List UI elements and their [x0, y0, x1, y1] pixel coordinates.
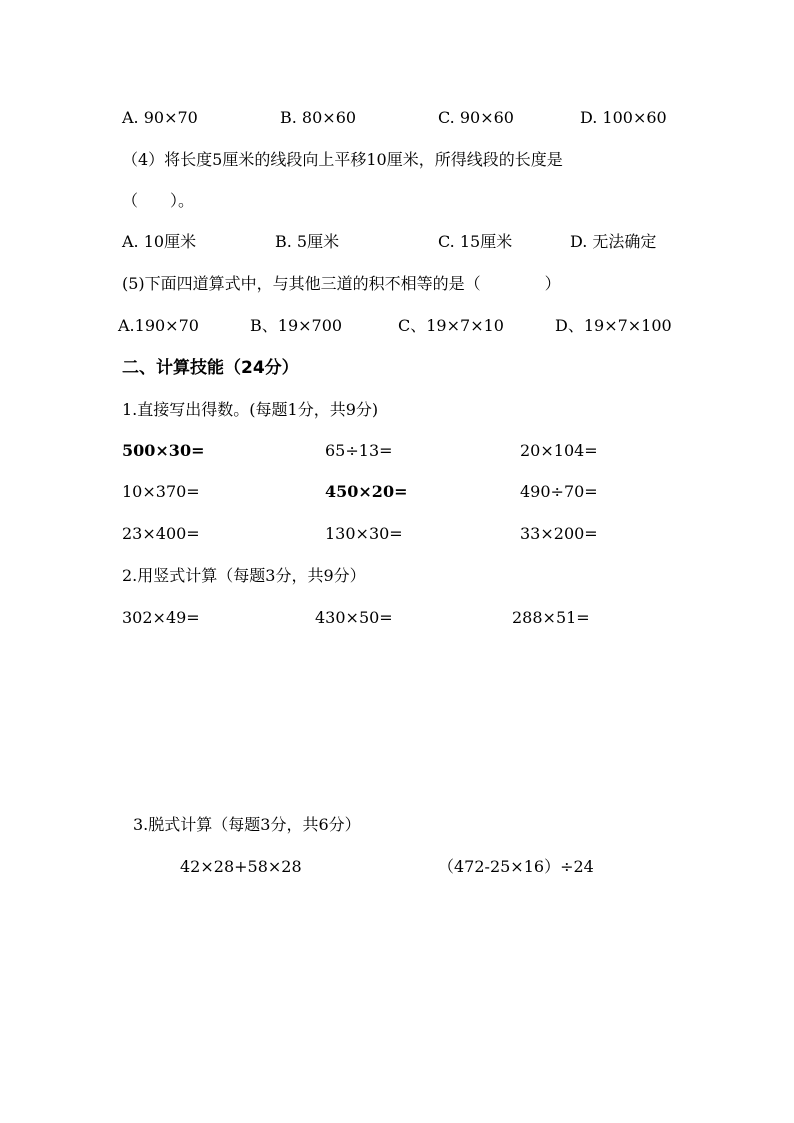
- section-heading: 二、计算技能（24分）: [122, 358, 299, 378]
- part2-title: 2.用竖式计算（每题3分，共9分）: [122, 566, 366, 585]
- part1-title: 1.直接写出得数。(每题1分，共9分): [122, 400, 379, 419]
- vertical-calc-item: 302×49=: [122, 608, 200, 627]
- q5-option-a: A.190×70: [118, 316, 199, 335]
- calc-item: 500×30=: [122, 441, 205, 460]
- q3-option-c: C. 90×60: [438, 108, 514, 127]
- q5-option-d: D、19×7×100: [555, 316, 672, 335]
- stepwise-calc-item: 42×28+58×28: [180, 857, 302, 876]
- q4-option-a: A. 10厘米: [122, 232, 197, 251]
- q5-option-c: C、19×7×10: [398, 316, 504, 335]
- q4-option-d: D. 无法确定: [570, 232, 657, 251]
- calc-item: 10×370=: [122, 482, 200, 501]
- vertical-calc-item: 288×51=: [512, 608, 590, 627]
- q4-text: （4）将长度5厘米的线段向上平移10厘米，所得线段的长度是: [122, 150, 563, 169]
- q4-blank: （ ）。: [122, 191, 195, 210]
- calc-item: 450×20=: [325, 482, 408, 501]
- q4-option-c: C. 15厘米: [438, 232, 513, 251]
- q3-option-a: A. 90×70: [122, 108, 198, 127]
- vertical-calc-item: 430×50=: [315, 608, 393, 627]
- part3-title: 3.脱式计算（每题3分，共6分）: [133, 815, 361, 834]
- stepwise-calc-item: （472-25×16）÷24: [438, 857, 594, 876]
- q3-option-b: B. 80×60: [280, 108, 357, 127]
- q3-option-d: D. 100×60: [580, 108, 667, 127]
- calc-item: 490÷70=: [520, 482, 598, 501]
- q5-text: (5)下面四道算式中，与其他三道的积不相等的是（ ）: [122, 274, 561, 293]
- calc-item: 20×104=: [520, 441, 598, 460]
- q4-option-b: B. 5厘米: [275, 232, 340, 251]
- q5-option-b: B、19×700: [250, 316, 343, 335]
- calc-item: 65÷13=: [325, 441, 393, 460]
- calc-item: 130×30=: [325, 524, 403, 543]
- calc-item: 23×400=: [122, 524, 200, 543]
- calc-item: 33×200=: [520, 524, 598, 543]
